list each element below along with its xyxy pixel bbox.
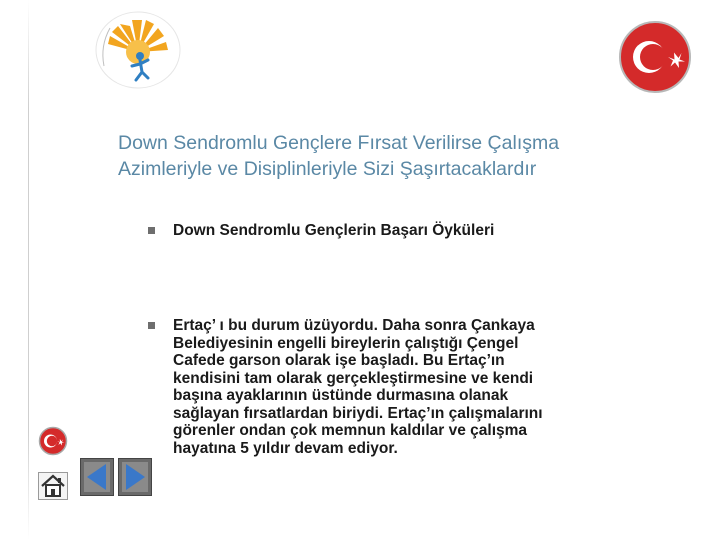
slide-title-line: Azimleriyle ve Disiplinleriyle Sizi Şaşırtacaklardır — [118, 158, 537, 180]
bullet-line: Down Sendromlu Gençlerin Başarı Öyküleri — [173, 222, 495, 239]
bullet-line: Ertaç’ ı bu durum üzüyordu. Daha sonra Çankaya — [173, 317, 535, 334]
bullet-text — [173, 222, 708, 240]
bullet-line: hayatına 5 yıldır devam ediyor. — [173, 439, 398, 457]
bullet-line: kendisini tam olarak gerçekleştirmesine ve kendi — [173, 369, 534, 387]
left-margin-rule — [28, 0, 29, 540]
arrow-left-icon — [81, 459, 113, 495]
bullet-line: başına ayaklarının üstünde durmasına olanak — [173, 387, 509, 404]
sun-person-logo-icon — [90, 6, 186, 90]
turkish-flag-icon — [618, 20, 692, 94]
square-bullet-icon — [148, 227, 155, 234]
home-icon — [39, 473, 67, 499]
next-slide-button[interactable] — [118, 458, 152, 496]
bullet-line: görenler ondan çok memnun kaldılar ve çalışma — [173, 422, 528, 439]
slide-title-line: Down Sendromlu Gençlere Fırsat Verilirse Çalışma — [118, 132, 560, 154]
turkish-flag-small-icon[interactable] — [38, 426, 68, 456]
bullet-line: Belediyesinin engelli bireylerin çalıştığı Çengel — [173, 334, 519, 352]
previous-slide-button[interactable] — [80, 458, 114, 496]
square-bullet-icon — [148, 322, 155, 329]
arrow-right-icon — [119, 459, 151, 495]
bullet-text — [173, 317, 708, 457]
bullet-line: sağlayan fırsatlardan biriydi. Ertaç’ın çalışmalarını — [173, 404, 543, 422]
home-button[interactable] — [38, 472, 68, 500]
bullet-line: Cafede garson olarak işe başladı. Bu Ertaç’ın — [173, 352, 505, 369]
slide-title — [118, 130, 698, 182]
